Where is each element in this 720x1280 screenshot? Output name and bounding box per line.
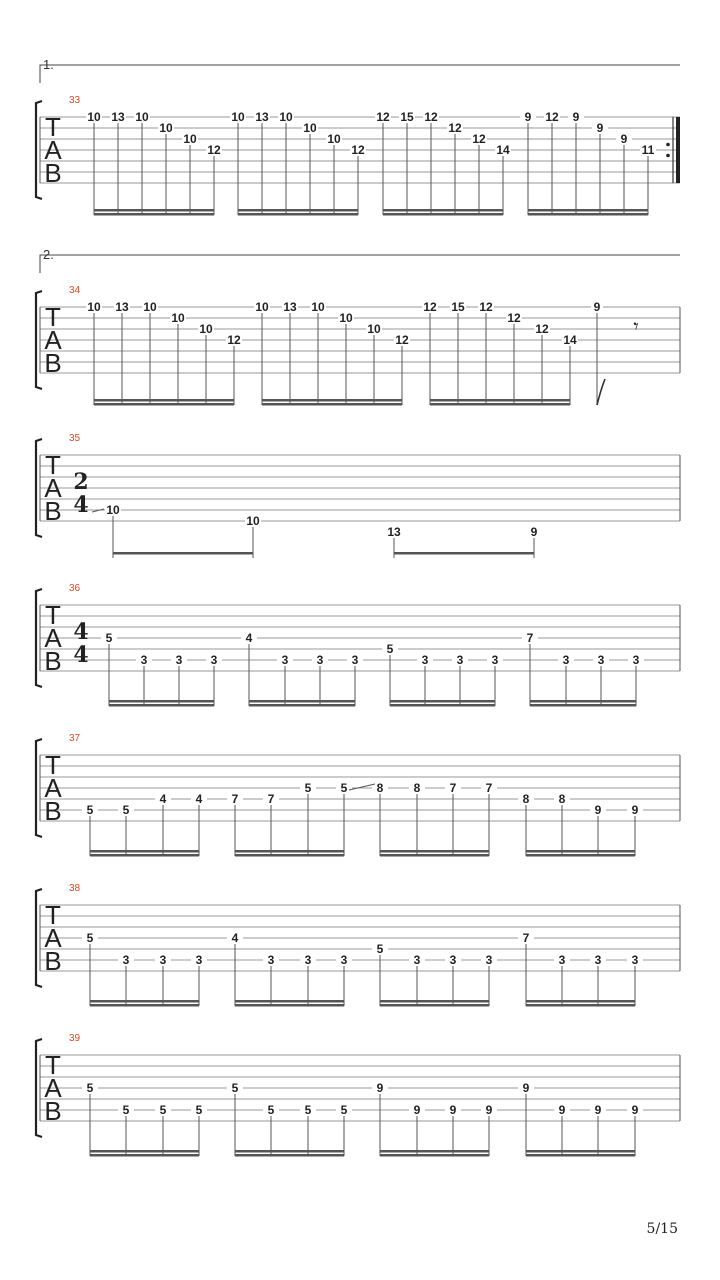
beam [109, 704, 214, 707]
fret-number: 10 [255, 300, 269, 314]
fret-number: 12 [227, 333, 241, 347]
tab-clef-letter: T [45, 450, 61, 480]
time-signature-bottom: 4 [73, 492, 89, 518]
fret-number: 5 [86, 803, 94, 817]
fret-number: 3 [485, 953, 493, 967]
beam [383, 213, 503, 216]
fret-number: 3 [558, 953, 566, 967]
fret-number: 12 [448, 121, 462, 135]
tab-clef-letter: B [44, 946, 62, 976]
beam [113, 552, 253, 555]
volta-label: 1. [43, 57, 54, 72]
beam [394, 552, 534, 555]
beam [526, 1000, 635, 1003]
beam [238, 209, 358, 212]
fret-number: 8 [413, 781, 421, 795]
tab-clef-letter: T [45, 600, 61, 630]
fret-number: 10 [135, 110, 149, 124]
fret-number: 5 [105, 631, 113, 645]
fret-number: 10 [339, 311, 353, 325]
beam [90, 1000, 199, 1003]
beam [380, 1000, 489, 1003]
tab-clef-letter: T [45, 750, 61, 780]
beam [526, 1154, 635, 1157]
slide-line [349, 784, 375, 790]
beam [94, 403, 234, 406]
tab-clef-letter: A [44, 623, 62, 653]
fret-number: 3 [562, 653, 570, 667]
beam [383, 209, 503, 212]
beam [430, 399, 570, 402]
fret-number: 5 [304, 1103, 312, 1117]
fret-number: 12 [535, 322, 549, 336]
beam [90, 854, 199, 857]
tab-clef-letter: B [44, 646, 62, 676]
fret-number: 3 [456, 653, 464, 667]
fret-number: 9 [593, 300, 601, 314]
repeat-dot [666, 143, 670, 147]
beam [90, 850, 199, 853]
time-signature-top: 2 [73, 469, 89, 495]
fret-number: 10 [171, 311, 185, 325]
measure-number: 34 [69, 285, 81, 296]
fret-number: 3 [449, 953, 457, 967]
measure-number: 37 [69, 733, 81, 744]
fret-number: 10 [87, 300, 101, 314]
fret-number: 12 [376, 110, 390, 124]
beam [390, 704, 495, 707]
fret-number: 5 [86, 1081, 94, 1095]
tab-clef-letter: T [45, 112, 61, 142]
fret-number: 5 [267, 1103, 275, 1117]
beam [262, 399, 402, 402]
beam [249, 704, 355, 707]
tab-clef-letter: B [44, 796, 62, 826]
fret-number: 5 [304, 781, 312, 795]
time-signature-top: 4 [73, 619, 89, 645]
fret-number: 10 [303, 121, 317, 135]
fret-number: 3 [340, 953, 348, 967]
fret-number: 3 [631, 953, 639, 967]
beam [530, 700, 636, 703]
fret-number: 13 [115, 300, 129, 314]
beam [90, 1004, 199, 1007]
tab-clef-letter: A [44, 923, 62, 953]
fret-number: 14 [563, 333, 577, 347]
fret-number: 3 [413, 953, 421, 967]
tab-clef-letter: A [44, 473, 62, 503]
fret-number: 4 [245, 631, 253, 645]
fret-number: 4 [195, 792, 203, 806]
beam [380, 1004, 489, 1007]
fret-number: 12 [424, 110, 438, 124]
fret-number: 15 [451, 300, 465, 314]
fret-number: 9 [449, 1103, 457, 1117]
fret-number: 5 [122, 803, 130, 817]
note-flag [597, 379, 605, 405]
time-signature-bottom: 4 [73, 642, 89, 668]
fret-number: 10 [159, 121, 173, 135]
fret-number: 3 [594, 953, 602, 967]
beam [530, 704, 636, 707]
beam [249, 700, 355, 703]
beam [528, 213, 648, 216]
fret-number: 13 [387, 525, 401, 539]
repeat-thick-barline [676, 117, 680, 183]
tab-clef-letter: A [44, 135, 62, 165]
beam [235, 1000, 344, 1003]
fret-number: 5 [340, 781, 348, 795]
fret-number: 3 [351, 653, 359, 667]
fret-number: 5 [376, 942, 384, 956]
fret-number: 7 [231, 792, 239, 806]
fret-number: 9 [522, 1081, 530, 1095]
page-number: 5/15 [646, 1221, 678, 1237]
tab-clef-letter: B [44, 348, 62, 378]
beam [235, 1154, 344, 1157]
beam [235, 1150, 344, 1153]
fret-number: 10 [199, 322, 213, 336]
fret-number: 5 [159, 1103, 167, 1117]
beam [94, 213, 214, 216]
fret-number: 10 [279, 110, 293, 124]
beam [526, 1004, 635, 1007]
fret-number: 10 [311, 300, 325, 314]
beam [380, 1150, 489, 1153]
fret-number: 10 [246, 514, 260, 528]
fret-number: 9 [631, 1103, 639, 1117]
fret-number: 3 [632, 653, 640, 667]
volta-bracket [40, 255, 680, 273]
fret-number: 12 [395, 333, 409, 347]
fret-number: 12 [423, 300, 437, 314]
fret-number: 5 [86, 931, 94, 945]
fret-number: 13 [283, 300, 297, 314]
fret-number: 9 [558, 1103, 566, 1117]
fret-number: 3 [421, 653, 429, 667]
fret-number: 10 [106, 503, 120, 517]
beam [235, 850, 344, 853]
beam [526, 854, 635, 857]
fret-number: 12 [207, 143, 221, 157]
fret-number: 12 [472, 132, 486, 146]
fret-number: 9 [485, 1103, 493, 1117]
tab-clef-letter: A [44, 1073, 62, 1103]
beam [262, 403, 402, 406]
repeat-dot [666, 154, 670, 158]
fret-number: 5 [122, 1103, 130, 1117]
tab-clef-letter: A [44, 773, 62, 803]
fret-number: 8 [558, 792, 566, 806]
beam [528, 209, 648, 212]
fret-number: 3 [122, 953, 130, 967]
fret-number: 12 [507, 311, 521, 325]
fret-number: 9 [524, 110, 532, 124]
fret-number: 10 [183, 132, 197, 146]
measure-number: 35 [69, 433, 81, 444]
fret-number: 5 [340, 1103, 348, 1117]
beam [380, 854, 489, 857]
fret-number: 3 [304, 953, 312, 967]
fret-number: 4 [231, 931, 239, 945]
beam [430, 403, 570, 406]
volta-label: 2. [43, 247, 54, 262]
fret-number: 3 [175, 653, 183, 667]
fret-number: 10 [367, 322, 381, 336]
tab-clef-letter: B [44, 158, 62, 188]
fret-number: 7 [267, 792, 275, 806]
fret-number: 12 [479, 300, 493, 314]
beam [90, 1154, 199, 1157]
fret-number: 3 [316, 653, 324, 667]
fret-number: 8 [376, 781, 384, 795]
fret-number: 12 [351, 143, 365, 157]
fret-number: 3 [195, 953, 203, 967]
tab-clef-letter: B [44, 1096, 62, 1126]
fret-number: 7 [522, 931, 530, 945]
fret-number: 3 [159, 953, 167, 967]
fret-number: 9 [413, 1103, 421, 1117]
beam [390, 700, 495, 703]
fret-number: 3 [281, 653, 289, 667]
measure-number: 33 [69, 95, 81, 106]
fret-number: 5 [231, 1081, 239, 1095]
fret-number: 5 [195, 1103, 203, 1117]
measure-number: 39 [69, 1033, 81, 1044]
fret-number: 13 [255, 110, 269, 124]
fret-number: 7 [485, 781, 493, 795]
measure-number: 36 [69, 583, 81, 594]
tab-clef-letter: T [45, 1050, 61, 1080]
measure-number: 38 [69, 883, 81, 894]
beam [94, 399, 234, 402]
beam [526, 850, 635, 853]
fret-number: 9 [596, 121, 604, 135]
beam [526, 1150, 635, 1153]
volta-bracket [40, 65, 680, 83]
fret-number: 9 [620, 132, 628, 146]
fret-number: 5 [386, 642, 394, 656]
tab-clef-letter: A [44, 325, 62, 355]
beam [109, 700, 214, 703]
fret-number: 9 [594, 1103, 602, 1117]
fret-number: 10 [87, 110, 101, 124]
eighth-rest: 𝄾 [633, 314, 639, 338]
fret-number: 4 [159, 792, 167, 806]
fret-number: 12 [545, 110, 559, 124]
beam [235, 854, 344, 857]
tab-clef-letter: B [44, 496, 62, 526]
fret-number: 10 [231, 110, 245, 124]
fret-number: 7 [526, 631, 534, 645]
fret-number: 9 [631, 803, 639, 817]
beam [235, 1004, 344, 1007]
fret-number: 9 [530, 525, 538, 539]
beam [238, 213, 358, 216]
beam [90, 1150, 199, 1153]
fret-number: 3 [597, 653, 605, 667]
fret-number: 10 [143, 300, 157, 314]
beam [94, 209, 214, 212]
fret-number: 13 [111, 110, 125, 124]
fret-number: 3 [210, 653, 218, 667]
fret-number: 11 [641, 143, 655, 157]
fret-number: 10 [327, 132, 341, 146]
fret-number: 9 [376, 1081, 384, 1095]
fret-number: 14 [496, 143, 510, 157]
fret-number: 9 [572, 110, 580, 124]
fret-number: 3 [140, 653, 148, 667]
fret-number: 8 [522, 792, 530, 806]
fret-number: 3 [491, 653, 499, 667]
fret-number: 15 [400, 110, 414, 124]
tab-clef-letter: T [45, 302, 61, 332]
beam [380, 850, 489, 853]
tab-clef-letter: T [45, 900, 61, 930]
fret-number: 7 [449, 781, 457, 795]
fret-number: 9 [594, 803, 602, 817]
fret-number: 3 [267, 953, 275, 967]
beam [380, 1154, 489, 1157]
